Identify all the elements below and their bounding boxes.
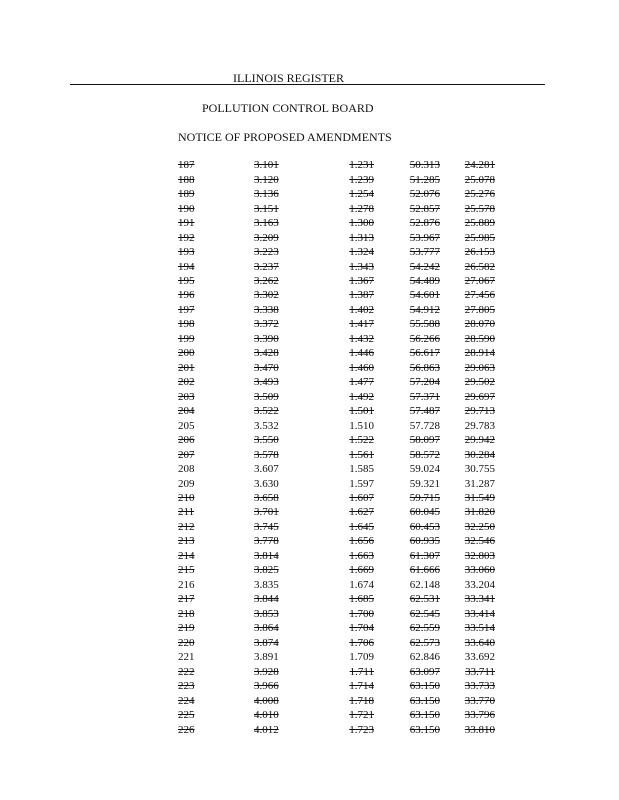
table-cell: 1.585 (349, 463, 374, 476)
table-row (178, 708, 495, 722)
table-cell: 3.262 (254, 274, 279, 287)
table-cell: 26.153 (464, 246, 495, 259)
table-cell: 1.460 (349, 361, 374, 374)
amendment-table (178, 158, 495, 737)
table-cell: 60.045 (409, 506, 440, 519)
table-cell: 1.231 (349, 159, 374, 172)
table-row (178, 375, 495, 389)
table-cell: 1.387 (349, 289, 374, 302)
table-row (178, 259, 495, 273)
table-row (178, 621, 495, 635)
table-cell: 199 (178, 332, 195, 345)
table-cell: 218 (178, 607, 195, 620)
table-cell: 3.428 (254, 347, 279, 360)
table-cell: 33.733 (464, 680, 495, 693)
table-row (178, 650, 495, 664)
table-cell: 28.070 (464, 318, 495, 331)
table-row (178, 230, 495, 244)
table-row (178, 664, 495, 678)
table-cell: 27.067 (464, 274, 495, 287)
table-row (178, 361, 495, 375)
table-cell: 25.276 (464, 188, 495, 201)
table-row (178, 520, 495, 534)
table-cell: 24.281 (464, 159, 495, 172)
table-cell: 1.597 (349, 477, 374, 490)
table-cell: 56.266 (409, 332, 440, 345)
table-cell: 3.532 (254, 419, 279, 432)
table-cell: 220 (178, 636, 195, 649)
table-cell: 60.935 (409, 535, 440, 548)
table-cell: 63.150 (409, 680, 440, 693)
table-cell: 1.709 (349, 651, 374, 664)
table-cell: 4.008 (254, 694, 279, 707)
notice-title: NOTICE OF PROPOSED AMENDMENTS (178, 130, 392, 144)
table-cell: 1.669 (349, 564, 374, 577)
table-cell: 1.700 (349, 607, 374, 620)
table-cell: 32.546 (464, 535, 495, 548)
table-cell: 1.492 (349, 390, 374, 403)
table-cell: 3.853 (254, 607, 279, 620)
table-cell: 201 (178, 361, 195, 374)
table-cell: 4.012 (254, 723, 279, 736)
table-cell: 1.674 (349, 578, 374, 591)
table-row (178, 216, 495, 230)
table-cell: 33.640 (464, 636, 495, 649)
table-row (178, 418, 495, 432)
table-cell: 224 (178, 694, 195, 707)
table-cell: 3.607 (254, 463, 279, 476)
table-cell: 3.101 (254, 159, 279, 172)
table-cell: 221 (178, 651, 195, 664)
table-row (178, 201, 495, 215)
table-cell: 32.803 (464, 549, 495, 562)
table-cell: 32.250 (464, 520, 495, 533)
table-cell: 203 (178, 390, 195, 403)
table-cell: 33.341 (464, 593, 495, 606)
table-cell: 52.876 (409, 217, 440, 230)
table-cell: 3.223 (254, 246, 279, 259)
table-row (178, 346, 495, 360)
table-cell: 62.545 (409, 607, 440, 620)
table-cell: 63.150 (409, 723, 440, 736)
table-cell: 1.723 (349, 723, 374, 736)
table-cell: 59.715 (409, 492, 440, 505)
table-cell: 4.010 (254, 709, 279, 722)
table-cell: 3.237 (254, 260, 279, 273)
table-cell: 62.531 (409, 593, 440, 606)
table-row (178, 274, 495, 288)
table-row (178, 476, 495, 490)
table-cell: 216 (178, 578, 195, 591)
table-cell: 25.078 (464, 173, 495, 186)
table-cell: 60.453 (409, 520, 440, 533)
table-cell: 25.985 (464, 231, 495, 244)
table-row (178, 447, 495, 461)
table-cell: 3.209 (254, 231, 279, 244)
table-cell: 1.704 (349, 622, 374, 635)
table-cell: 59.321 (409, 477, 440, 490)
table-cell: 26.582 (464, 260, 495, 273)
table-cell: 52.857 (409, 202, 440, 215)
table-cell: 1.510 (349, 419, 374, 432)
table-cell: 207 (178, 448, 195, 461)
table-cell: 3.745 (254, 520, 279, 533)
table-cell: 62.559 (409, 622, 440, 635)
table-cell: 1.402 (349, 303, 374, 316)
table-cell: 3.814 (254, 549, 279, 562)
table-cell: 54.489 (409, 274, 440, 287)
table-cell: 3.163 (254, 217, 279, 230)
table-cell: 53.777 (409, 246, 440, 259)
table-cell: 33.204 (464, 578, 495, 591)
table-cell: 197 (178, 303, 195, 316)
table-row (178, 635, 495, 649)
table-cell: 3.701 (254, 506, 279, 519)
table-cell: 210 (178, 492, 195, 505)
table-cell: 214 (178, 549, 195, 562)
table-cell: 62.573 (409, 636, 440, 649)
table-cell: 205 (178, 419, 195, 432)
table-cell: 3.630 (254, 477, 279, 490)
table-cell: 3.928 (254, 665, 279, 678)
table-row (178, 245, 495, 259)
table-cell: 3.835 (254, 578, 279, 591)
table-cell: 1.645 (349, 520, 374, 533)
table-cell: 1.278 (349, 202, 374, 215)
table-cell: 1.324 (349, 246, 374, 259)
table-cell: 33.692 (464, 651, 495, 664)
table-cell: 57.487 (409, 405, 440, 418)
table-cell: 1.718 (349, 694, 374, 707)
table-row (178, 433, 495, 447)
table-cell: 51.285 (409, 173, 440, 186)
table-row (178, 693, 495, 707)
table-cell: 3.390 (254, 332, 279, 345)
table-row (178, 158, 495, 172)
table-cell: 61.307 (409, 549, 440, 562)
table-cell: 29.713 (464, 405, 495, 418)
table-cell: 190 (178, 202, 195, 215)
table-cell: 57.728 (409, 419, 440, 432)
table-cell: 213 (178, 535, 195, 548)
table-cell: 3.778 (254, 535, 279, 548)
table-cell: 1.711 (349, 665, 374, 678)
table-row (178, 563, 495, 577)
table-cell: 3.136 (254, 188, 279, 201)
table-cell: 195 (178, 274, 195, 287)
table-cell: 50.313 (409, 159, 440, 172)
table-row (178, 303, 495, 317)
table-cell: 204 (178, 405, 195, 418)
table-cell: 30.284 (464, 448, 495, 461)
table-cell: 3.372 (254, 318, 279, 331)
table-cell: 194 (178, 260, 195, 273)
table-cell: 202 (178, 376, 195, 389)
table-cell: 1.627 (349, 506, 374, 519)
table-cell: 1.656 (349, 535, 374, 548)
table-cell: 33.796 (464, 709, 495, 722)
table-row (178, 288, 495, 302)
table-cell: 212 (178, 520, 195, 533)
table-cell: 189 (178, 188, 195, 201)
table-cell: 191 (178, 217, 195, 230)
table-cell: 196 (178, 289, 195, 302)
register-title: ILLINOIS REGISTER (233, 71, 344, 85)
table-row (178, 607, 495, 621)
table-cell: 25.889 (464, 217, 495, 230)
table-cell: 56.617 (409, 347, 440, 360)
table-cell: 1.417 (349, 318, 374, 331)
table-cell: 57.371 (409, 390, 440, 403)
table-cell: 1.254 (349, 188, 374, 201)
table-cell: 3.470 (254, 361, 279, 374)
table-cell: 215 (178, 564, 195, 577)
table-cell: 208 (178, 463, 195, 476)
table-cell: 33.060 (464, 564, 495, 577)
table-cell: 209 (178, 477, 195, 490)
table-cell: 1.501 (349, 405, 374, 418)
table-cell: 63.150 (409, 709, 440, 722)
table-cell: 54.242 (409, 260, 440, 273)
table-cell: 55.588 (409, 318, 440, 331)
table-cell: 1.239 (349, 173, 374, 186)
table-cell: 30.755 (464, 463, 495, 476)
table-cell: 3.493 (254, 376, 279, 389)
table-row (178, 722, 495, 736)
table-cell: 3.338 (254, 303, 279, 316)
table-cell: 1.432 (349, 332, 374, 345)
table-row (178, 317, 495, 331)
table-cell: 1.300 (349, 217, 374, 230)
table-cell: 57.204 (409, 376, 440, 389)
table-row (178, 592, 495, 606)
table-row (178, 462, 495, 476)
table-cell: 54.912 (409, 303, 440, 316)
table-cell: 33.711 (465, 665, 495, 678)
table-row (178, 534, 495, 548)
table-row (178, 172, 495, 186)
table-cell: 33.414 (464, 607, 495, 620)
table-cell: 1.477 (349, 376, 374, 389)
table-cell: 29.783 (464, 419, 495, 432)
table-cell: 206 (178, 434, 195, 447)
table-row (178, 491, 495, 505)
table-cell: 3.844 (254, 593, 279, 606)
table-row (178, 505, 495, 519)
table-cell: 59.024 (409, 463, 440, 476)
table-cell: 192 (178, 231, 195, 244)
table-cell: 29.942 (464, 434, 495, 447)
table-cell: 3.825 (254, 564, 279, 577)
table-cell: 3.891 (254, 651, 279, 664)
table-cell: 187 (178, 159, 195, 172)
table-cell: 28.590 (464, 332, 495, 345)
table-cell: 3.864 (254, 622, 279, 635)
table-cell: 31.549 (464, 492, 495, 505)
table-cell: 3.874 (254, 636, 279, 649)
table-cell: 193 (178, 246, 195, 259)
table-cell: 222 (178, 665, 195, 678)
table-row (178, 187, 495, 201)
table-body (178, 158, 495, 737)
table-cell: 217 (178, 593, 195, 606)
table-cell: 1.446 (349, 347, 374, 360)
table-cell: 223 (178, 680, 195, 693)
table-cell: 211 (178, 506, 195, 519)
table-cell: 31.820 (464, 506, 495, 519)
table-cell: 28.914 (464, 347, 495, 360)
table-cell: 3.550 (254, 434, 279, 447)
table-cell: 62.148 (409, 578, 440, 591)
table-cell: 1.522 (349, 434, 374, 447)
table-row (178, 549, 495, 563)
table-cell: 29.063 (464, 361, 495, 374)
table-cell: 226 (178, 723, 195, 736)
table-cell: 33.770 (464, 694, 495, 707)
table-row (178, 578, 495, 592)
table-cell: 1.607 (349, 492, 374, 505)
table-cell: 188 (178, 173, 195, 186)
table-cell: 29.502 (464, 376, 495, 389)
table-cell: 25.578 (464, 202, 495, 215)
table-row (178, 332, 495, 346)
table-cell: 1.313 (349, 231, 374, 244)
table-cell: 1.561 (349, 448, 374, 461)
table-cell: 3.966 (254, 680, 279, 693)
table-cell: 3.522 (254, 405, 279, 418)
table-cell: 62.846 (409, 651, 440, 664)
table-cell: 1.367 (349, 274, 374, 287)
table-cell: 33.514 (464, 622, 495, 635)
table-cell: 58.097 (409, 434, 440, 447)
table-cell: 3.578 (254, 448, 279, 461)
table-row (178, 390, 495, 404)
table-cell: 3.509 (254, 390, 279, 403)
table-cell: 3.120 (254, 173, 279, 186)
table-row (178, 404, 495, 418)
table-cell: 31.287 (464, 477, 495, 490)
table-cell: 54.601 (409, 289, 440, 302)
table-cell: 1.663 (349, 549, 374, 562)
table-cell: 29.697 (464, 390, 495, 403)
table-cell: 27.456 (464, 289, 495, 302)
table-cell: 1.721 (349, 709, 374, 722)
table-cell: 200 (178, 347, 195, 360)
table-cell: 27.805 (464, 303, 495, 316)
table-cell: 63.150 (409, 694, 440, 707)
table-row (178, 679, 495, 693)
board-title: POLLUTION CONTROL BOARD (202, 101, 374, 115)
table-cell: 58.572 (409, 448, 440, 461)
table-cell: 219 (178, 622, 195, 635)
table-cell: 3.302 (254, 289, 279, 302)
table-cell: 33.810 (464, 723, 495, 736)
table-cell: 63.097 (409, 665, 440, 678)
table-cell: 56.863 (409, 361, 440, 374)
table-cell: 1.714 (349, 680, 374, 693)
table-cell: 1.706 (349, 636, 374, 649)
table-cell: 53.967 (409, 231, 440, 244)
table-cell: 3.151 (254, 202, 279, 215)
table-cell: 52.076 (409, 188, 440, 201)
table-cell: 61.666 (409, 564, 440, 577)
table-cell: 198 (178, 318, 195, 331)
table-cell: 1.343 (349, 260, 374, 273)
table-cell: 1.685 (349, 593, 374, 606)
table-cell: 3.658 (254, 492, 279, 505)
table-cell: 225 (178, 709, 195, 722)
